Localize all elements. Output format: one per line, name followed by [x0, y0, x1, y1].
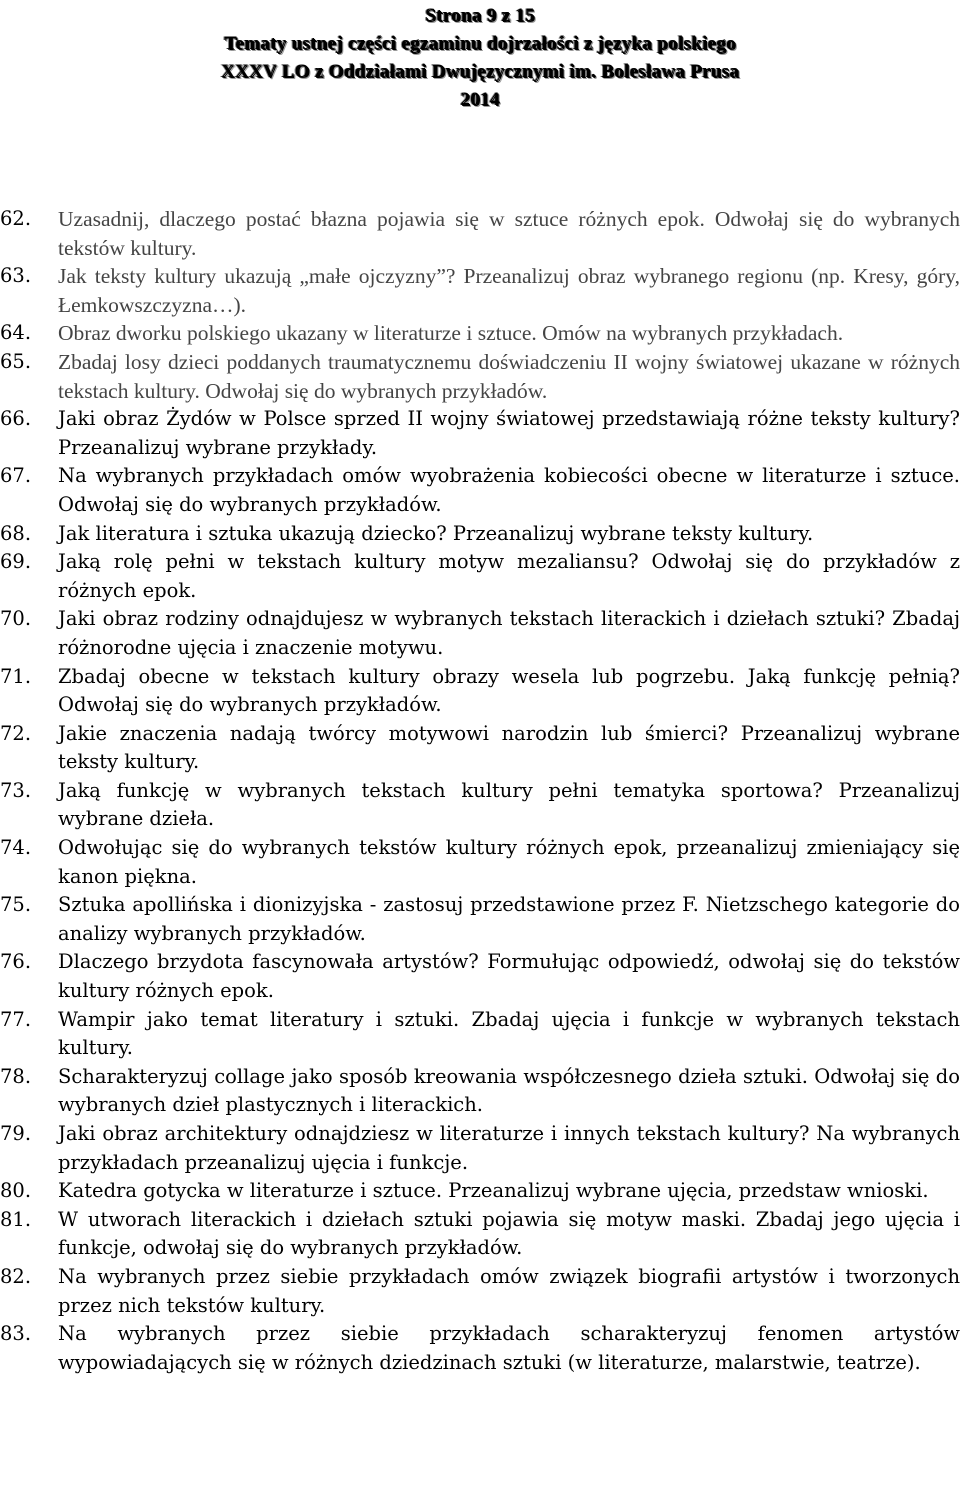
page-header [0, 0, 960, 114]
list-item [0, 462, 960, 519]
item-number: 64. [0, 321, 32, 345]
item-text: Katedra gotycka w literaturze i sztuce. Przeanalizuj wybrane ujęcia, przedstaw wnioski. [58, 1179, 929, 1203]
list-item [0, 1206, 960, 1263]
document-year: 2014 [460, 89, 500, 110]
item-text: Jakie znaczenia nadają twórcy motywowi narodzin lub śmierci? Przeanalizuj wybrane teksty kultury. [58, 721, 960, 774]
item-number: 73. [0, 778, 32, 802]
item-text: Zbadaj losy dzieci poddanych traumatycznemu doświadczeniu II wojny światowej ukazane w różnych tekstach kultury. Odwołaj się do wybranych przykładów. [58, 349, 960, 403]
list-item [0, 319, 960, 348]
item-number: 81. [0, 1207, 32, 1231]
item-number: 80. [0, 1179, 32, 1203]
item-number: 72. [0, 721, 32, 745]
item-number: 65. [0, 349, 32, 373]
document-title: Tematy ustnej części egzaminu dojrzałości z języka polskiego [224, 33, 736, 54]
item-number: 82. [0, 1264, 32, 1288]
list-item [0, 1177, 960, 1206]
list-item [0, 262, 960, 319]
item-number: 79. [0, 1122, 32, 1145]
item-text: Jaki obraz Żydów w Polsce sprzed II wojny światowej przedstawiają różne teksty kultury? Przeanalizuj wybrane przykłady. [58, 407, 960, 459]
list-item [0, 720, 960, 777]
item-text: Sztuka apollińska i dionizyjska - zastosuj przedstawione przez F. Nietzschego kategorie do analizy wybranych przykładów. [58, 893, 960, 945]
list-item [0, 1120, 960, 1177]
item-number: 83. [0, 1322, 32, 1346]
list-item [0, 205, 960, 262]
item-number: 71. [0, 664, 32, 688]
item-text: Na wybranych przez siebie przykładach omów związek biografii artystów i tworzonych przez nich tekstów kultury. [58, 1264, 960, 1317]
item-text: Na wybranych przykładach omów wyobrażenia kobiecości obecne w literaturze i sztuce. Odwołaj się do wybranych przykładów. [58, 464, 960, 516]
item-text: Jaką funkcję w wybranych tekstach kultury pełni tematyka sportowa? Przeanalizuj wybrane dzieła. [58, 778, 960, 831]
list-item [0, 834, 960, 891]
item-text: Uzasadnij, dlaczego postać błazna pojawia się w sztuce różnych epok. Odwołaj się do wybranych tekstów kultury. [58, 207, 960, 260]
item-number: 70. [0, 607, 32, 631]
item-number: 74. [0, 836, 32, 860]
item-text: Odwołując się do wybranych tekstów kultury różnych epok, przeanalizuj zmieniający się kanon piękna. [58, 836, 960, 888]
item-text: Jaki obraz rodziny odnajdujesz w wybranych tekstach literackich i dziełach sztuki? Zbadaj różnorodne ujęcia i znaczenie motywu. [58, 607, 960, 659]
list-item [0, 348, 960, 405]
item-text: Wampir jako temat literatury i sztuki. Zbadaj ujęcia i funkcje w wybranych tekstach kultury. [58, 1007, 960, 1060]
page-number: Strona 9 z 15 [425, 5, 535, 26]
item-text: Jak literatura i sztuka ukazują dziecko? Przeanalizuj wybrane teksty kultury. [58, 521, 814, 545]
item-text: Jaką rolę pełni w tekstach kultury motyw mezaliansu? Odwołaj się do przykładów z różnych epok. [58, 550, 960, 602]
item-text: Jak teksty kultury ukazują „małe ojczyzny”? Przeanalizuj obraz wybranego regionu (np. Kresy, góry, Łemkowszczyzna…). [58, 264, 960, 317]
item-number: 62. [0, 207, 32, 230]
list-item [0, 663, 960, 720]
item-text: Dlaczego brzydota fascynowała artystów? Formułując odpowiedź, odwołaj się do tekstów kultury różnych epok. [58, 950, 960, 1003]
item-text: Obraz dworku polskiego ukazany w literaturze i sztuce. Omów na wybranych przykładach. [58, 321, 844, 346]
item-text: Na wybranych przez siebie przykładach scharakteryzuj fenomen artystów wypowiadających się w różnych dziedzinach sztuki (w literaturze, malarstwie, teatrze). [58, 1322, 960, 1374]
list-item [0, 405, 960, 462]
list-item [0, 1320, 960, 1377]
item-number: 68. [0, 521, 32, 545]
list-item [0, 1006, 960, 1063]
item-text: Scharakteryzuj collage jako sposób kreowania współczesnego dzieła sztuki. Odwołaj się do wybranych dzieł plastycznych i literackich. [58, 1064, 960, 1117]
list-item [0, 605, 960, 662]
item-number: 63. [0, 264, 32, 288]
list-item [0, 891, 960, 948]
item-text: Jaki obraz architektury odnajdziesz w literaturze i innych tekstach kultury? Na wybranych przykładach przeanalizuj ujęcia i funkcje. [58, 1122, 960, 1174]
school-name: XXXV LO z Oddziałami Dwujęzycznymi im. Bolesława Prusa [220, 61, 740, 82]
list-item [0, 777, 960, 834]
list-item [0, 1063, 960, 1120]
item-number: 75. [0, 893, 32, 917]
list-item [0, 520, 960, 549]
item-number: 67. [0, 464, 32, 488]
item-text: Zbadaj obecne w tekstach kultury obrazy wesela lub pogrzebu. Jaką funkcję pełnią? Odwołaj się do wybranych przykładów. [58, 664, 960, 717]
list-item [0, 548, 960, 605]
item-number: 66. [0, 407, 32, 431]
topic-list [0, 205, 960, 1377]
item-number: 77. [0, 1007, 32, 1031]
item-number: 76. [0, 950, 32, 974]
item-number: 69. [0, 550, 32, 574]
list-item [0, 948, 960, 1005]
item-text: W utworach literackich i dziełach sztuki pojawia się motyw maski. Zbadaj jego ujęcia i funkcje, odwołaj się do wybranych przykładów. [58, 1207, 960, 1260]
item-number: 78. [0, 1064, 32, 1088]
list-item [0, 1263, 960, 1320]
